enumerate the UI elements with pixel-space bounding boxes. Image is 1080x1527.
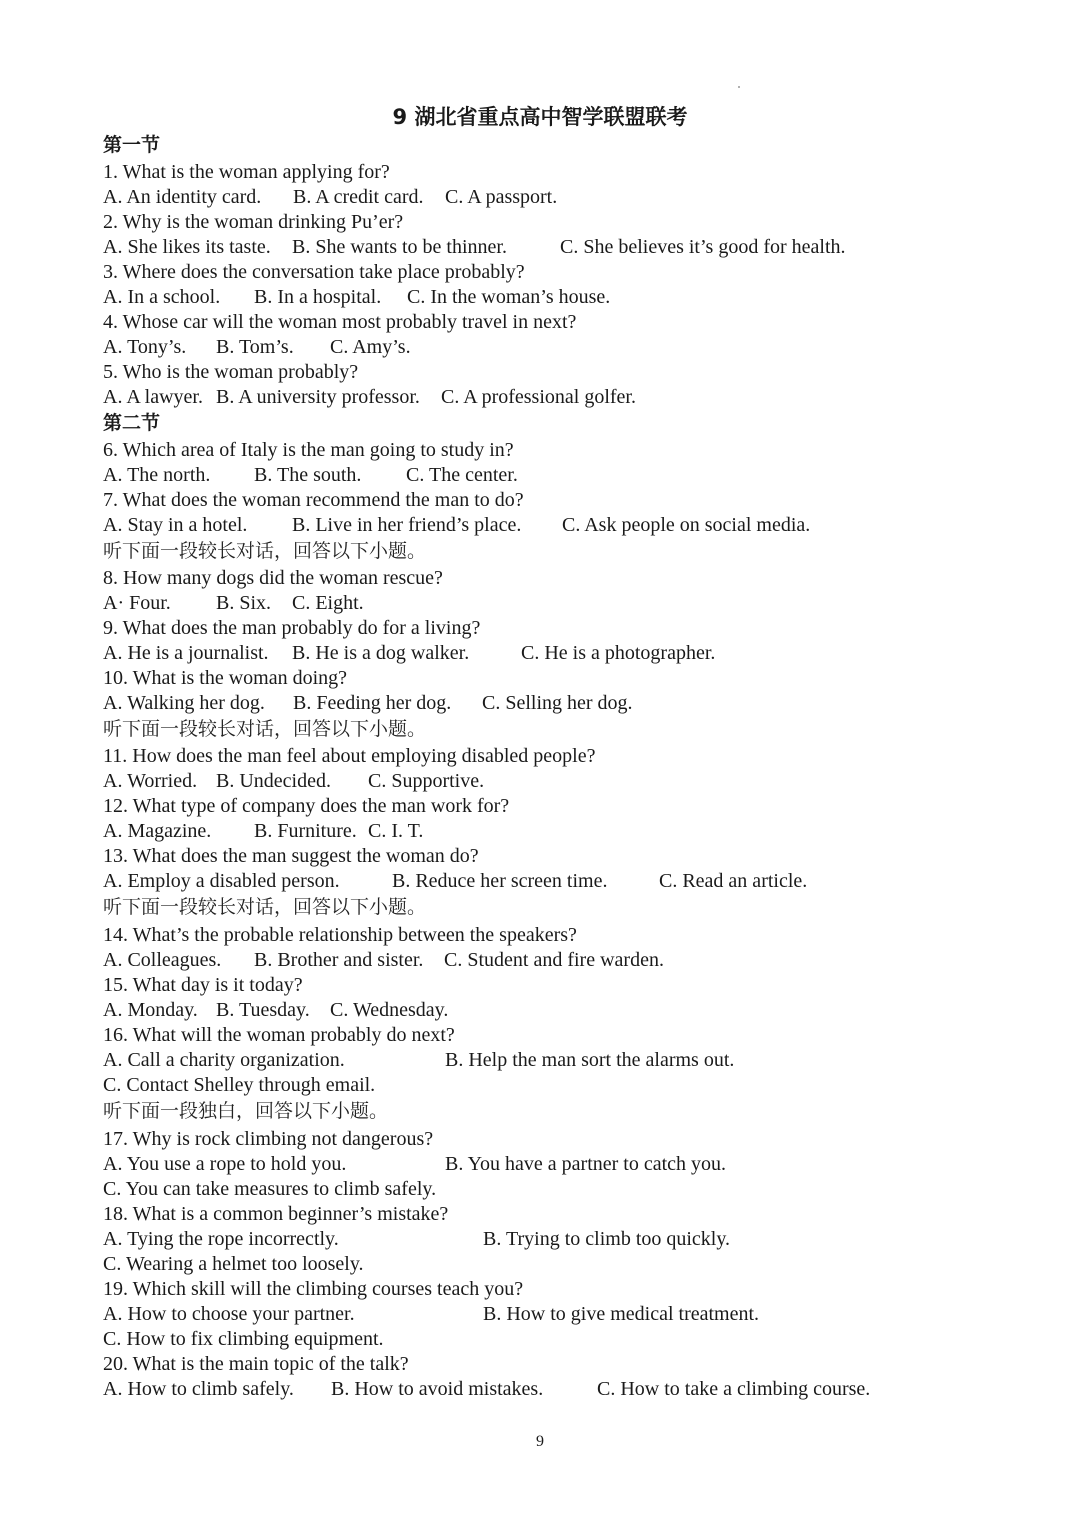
option-b: B. How to give medical treatment. [483, 1303, 760, 1325]
options-q6 [103, 463, 1003, 488]
question-16: 16. What will the woman probably do next? [103, 1024, 455, 1046]
question-9: 9. What does the man probably do for a living? [103, 617, 481, 639]
options-q3 [103, 285, 1003, 310]
question-11: 11. How does the man feel about employing disabled people? [103, 745, 596, 767]
option-c: C. Supportive. [368, 770, 485, 792]
option-b: B. Feeding her dog. [293, 692, 452, 714]
options-q17-row1 [103, 1152, 1003, 1177]
option-c: C. Amy’s. [330, 336, 411, 358]
options-q13 [103, 869, 1003, 894]
option-c: C. She believes it’s good for health. [560, 236, 846, 258]
question-1: 1. What is the woman applying for? [103, 161, 390, 183]
instruction-dialogue: 听下面一段较长对话，回答以下小题。 [103, 540, 427, 562]
option-c: C. Read an article. [659, 870, 808, 892]
option-b: B. He is a dog walker. [292, 642, 470, 664]
question-18: 18. What is a common beginner’s mistake? [103, 1203, 449, 1225]
question-5: 5. Who is the woman probably? [103, 361, 359, 383]
option-a: A. Stay in a hotel. [103, 514, 248, 536]
page-number: 9 [536, 1433, 544, 1450]
option-c: C. Ask people on social media. [562, 514, 811, 536]
options-q18-row1 [103, 1227, 1003, 1252]
question-10: 10. What is the woman doing? [103, 667, 348, 689]
question-7: 7. What does the woman recommend the man to do? [103, 489, 524, 511]
options-q19-row2 [103, 1327, 1003, 1352]
option-a: A. A lawyer. [103, 386, 203, 408]
question-8: 8. How many dogs did the woman rescue? [103, 567, 443, 589]
option-c: C. How to take a climbing course. [597, 1378, 871, 1400]
options-q20 [103, 1377, 1003, 1402]
option-a: A. Tony’s. [103, 336, 187, 358]
option-a: A. In a school. [103, 286, 221, 308]
instruction-monologue: 听下面一段独白，回答以下小题。 [103, 1100, 389, 1122]
options-q11 [103, 769, 1003, 794]
option-b: B. Brother and sister. [254, 949, 424, 971]
option-a: A. The north. [103, 464, 211, 486]
question-12: 12. What type of company does the man work for? [103, 795, 510, 817]
options-q17-row2 [103, 1177, 1003, 1202]
option-c: C. How to fix climbing equipment. [103, 1328, 384, 1350]
question-20: 20. What is the main topic of the talk? [103, 1353, 409, 1375]
option-b: B. How to avoid mistakes. [331, 1378, 544, 1400]
option-b: B. Help the man sort the alarms out. [445, 1049, 735, 1071]
option-c: C. Eight. [292, 592, 364, 614]
section-heading-2: 第二节 [103, 412, 161, 434]
options-q18-row2 [103, 1252, 1003, 1277]
option-b: B. A university professor. [216, 386, 420, 408]
question-17: 17. Why is rock climbing not dangerous? [103, 1128, 434, 1150]
options-q2 [103, 235, 1003, 260]
option-b: B. Tom’s. [216, 336, 294, 358]
option-b: B. A credit card. [293, 186, 424, 208]
option-a: A. How to choose your partner. [103, 1303, 355, 1325]
options-q12 [103, 819, 1003, 844]
options-q14 [103, 948, 1003, 973]
options-q1 [103, 185, 1003, 210]
section-heading-1: 第一节 [103, 134, 161, 156]
options-q4 [103, 335, 1003, 360]
options-q10 [103, 691, 1003, 716]
option-c: C. Selling her dog. [482, 692, 633, 714]
question-15: 15. What day is it today? [103, 974, 303, 996]
option-b: B. Reduce her screen time. [392, 870, 608, 892]
options-q16-row1 [103, 1048, 1003, 1073]
option-a: A. Employ a disabled person. [103, 870, 340, 892]
option-b: B. In a hospital. [254, 286, 382, 308]
question-14: 14. What’s the probable relationship between the speakers? [103, 924, 577, 946]
option-a: A. Worried. [103, 770, 198, 792]
option-c: C. Student and fire warden. [444, 949, 664, 971]
option-c: C. In the woman’s house. [407, 286, 611, 308]
option-b: B. The south. [254, 464, 362, 486]
option-c: C. Wearing a helmet too loosely. [103, 1253, 364, 1275]
question-19: 19. Which skill will the climbing courses teach you? [103, 1278, 524, 1300]
option-a: A. Call a charity organization. [103, 1049, 345, 1071]
option-c: C. You can take measures to climb safely. [103, 1178, 437, 1200]
options-q8 [103, 591, 1003, 616]
scan-speck [738, 86, 740, 88]
option-a: A. She likes its taste. [103, 236, 271, 258]
option-a: A. Colleagues. [103, 949, 222, 971]
option-b: B. Trying to climb too quickly. [483, 1228, 731, 1250]
option-c: C. The center. [406, 464, 518, 486]
question-13: 13. What does the man suggest the woman do? [103, 845, 479, 867]
option-a: A. Tying the rope incorrectly. [103, 1228, 339, 1250]
option-c: C. He is a photographer. [521, 642, 716, 664]
option-c: C. A professional golfer. [441, 386, 636, 408]
question-4: 4. Whose car will the woman most probably travel in next? [103, 311, 577, 333]
option-b: B. Tuesday. [216, 999, 310, 1021]
option-a: A. He is a journalist. [103, 642, 269, 664]
option-b: B. She wants to be thinner. [292, 236, 507, 258]
options-q15 [103, 998, 1003, 1023]
option-b: B. Undecided. [216, 770, 331, 792]
option-b: B. Furniture. [254, 820, 357, 842]
option-c: C. Wednesday. [330, 999, 449, 1021]
instruction-dialogue: 听下面一段较长对话，回答以下小题。 [103, 718, 427, 740]
option-b: B. Six. [216, 592, 272, 614]
option-a: A. How to climb safely. [103, 1378, 294, 1400]
option-c: C. I. T. [368, 820, 424, 842]
option-a: A. Monday. [103, 999, 198, 1021]
page-title: 9 湖北省重点高中智学联盟联考 [392, 105, 688, 129]
option-c: C. Contact Shelley through email. [103, 1074, 376, 1096]
option-b: B. You have a partner to catch you. [445, 1153, 727, 1175]
option-c: C. A passport. [445, 186, 558, 208]
options-q16-row2 [103, 1073, 1003, 1098]
question-6: 6. Which area of Italy is the man going to study in? [103, 439, 514, 461]
options-q7 [103, 513, 1003, 538]
instruction-dialogue: 听下面一段较长对话，回答以下小题。 [103, 896, 427, 918]
question-2: 2. Why is the woman drinking Pu’er? [103, 211, 404, 233]
options-q5 [103, 385, 1003, 410]
options-q19-row1 [103, 1302, 1003, 1327]
option-b: B. Live in her friend’s place. [292, 514, 522, 536]
option-a: A. Walking her dog. [103, 692, 265, 714]
option-a: A. You use a rope to hold you. [103, 1153, 347, 1175]
option-a: A· Four. [103, 592, 171, 614]
option-a: A. An identity card. [103, 186, 262, 208]
options-q9 [103, 641, 1003, 666]
option-a: A. Magazine. [103, 820, 212, 842]
question-3: 3. Where does the conversation take place probably? [103, 261, 525, 283]
